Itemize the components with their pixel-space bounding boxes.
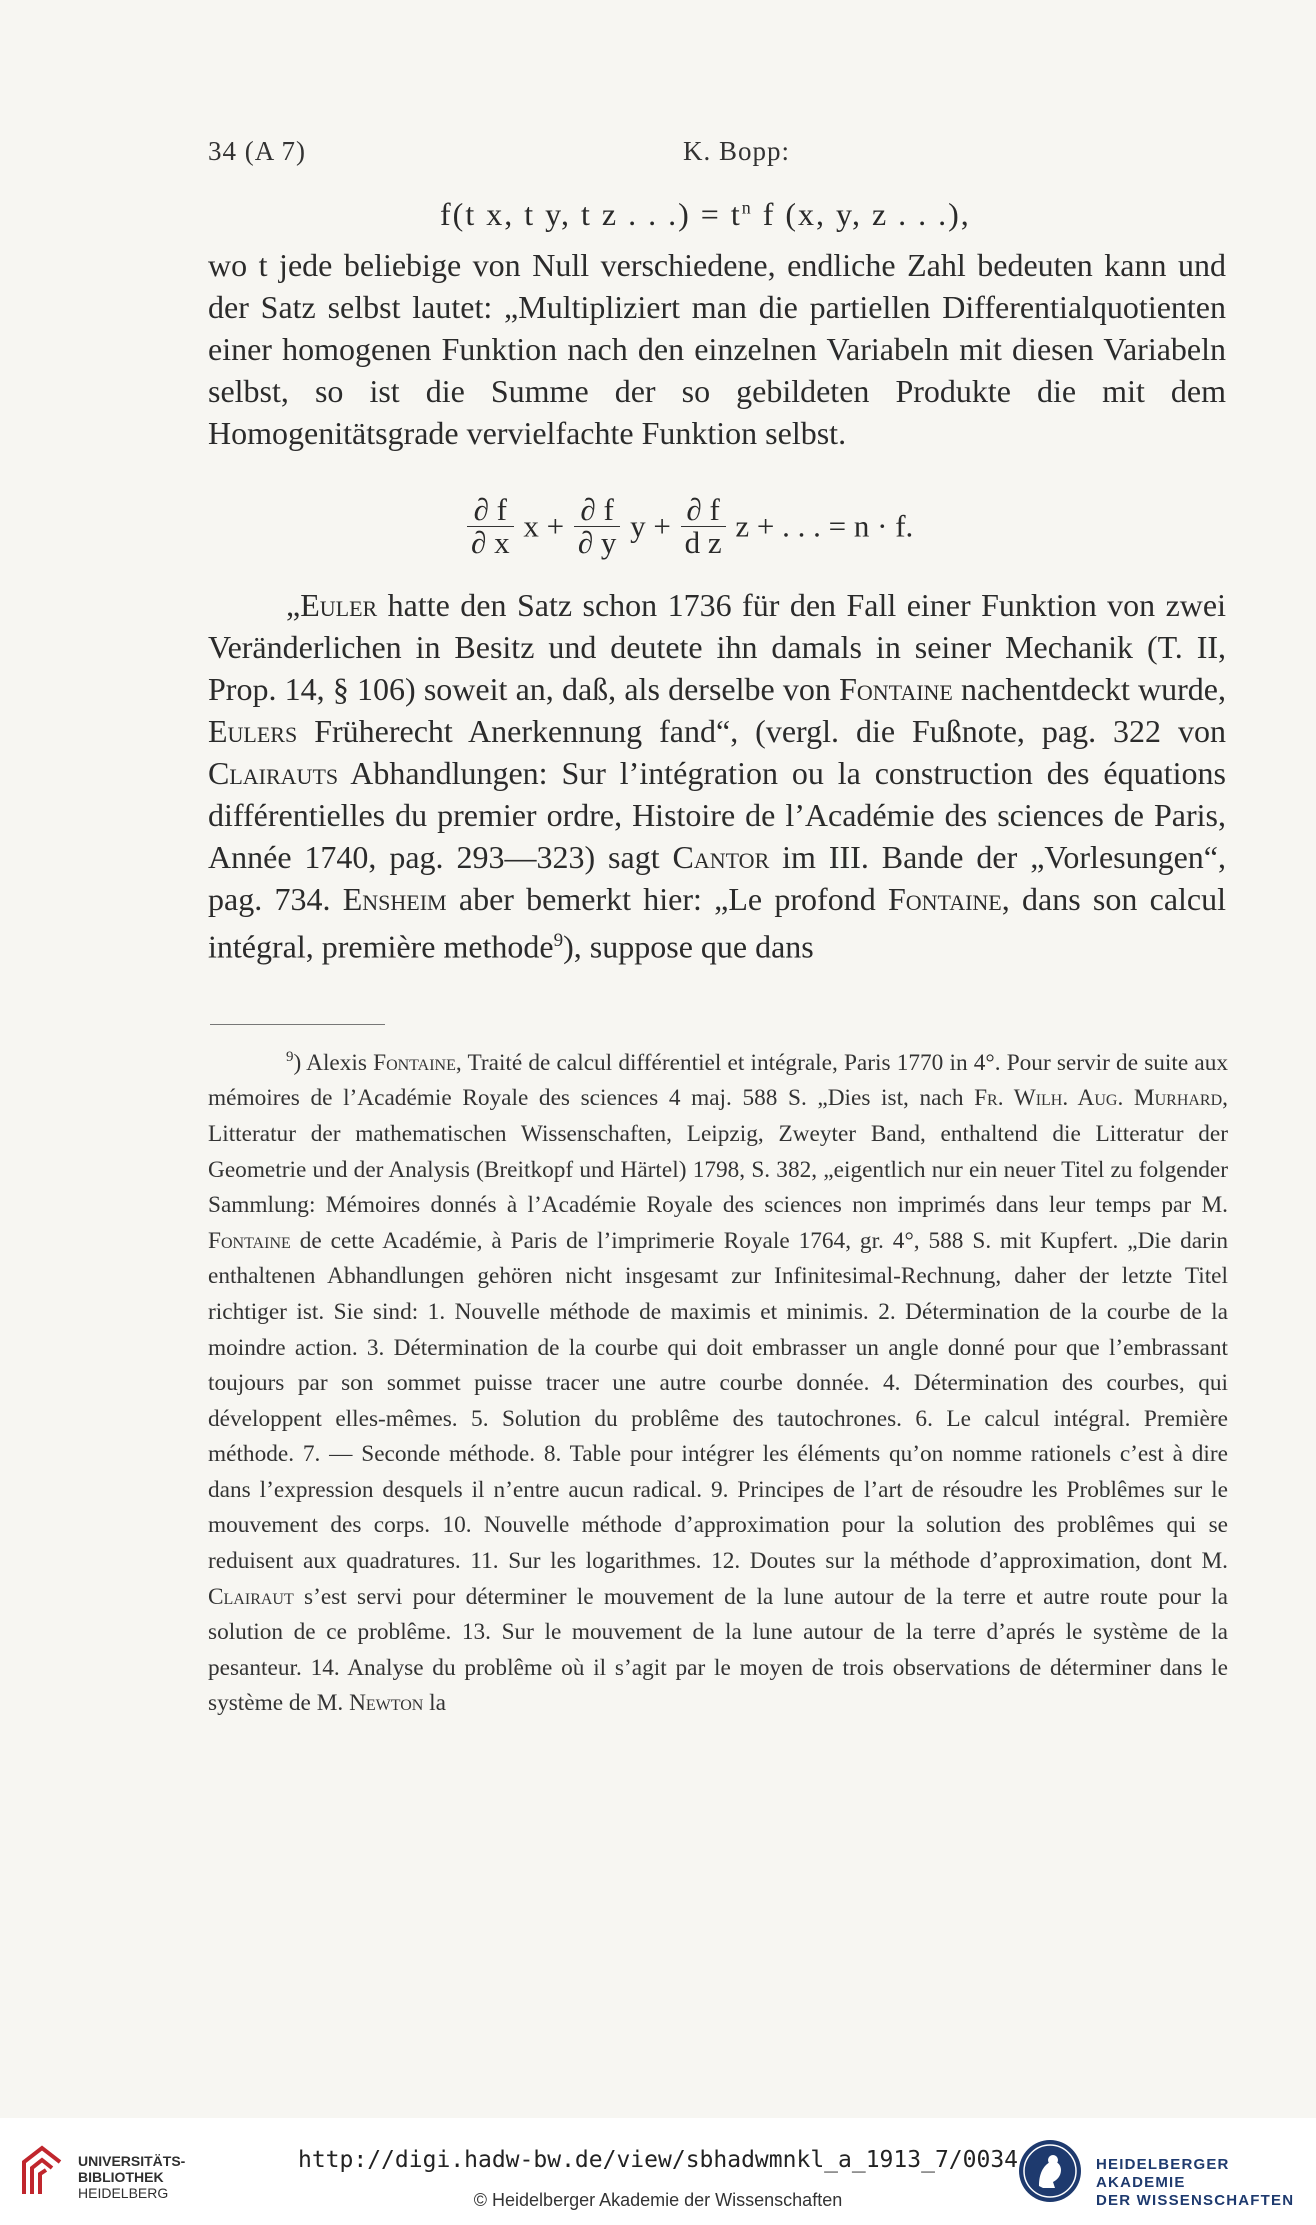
name-euler: Euler — [300, 587, 378, 623]
homogeneity-formula — [440, 196, 971, 233]
text-run: hatte den Satz schon 1736 für den Fall einer Funktion von zwei Veränderlichen in Besitz und deutete ihn damals in seiner Mechanik (T. II, Prop. 14, § 106) soweit an, daß, als derselbe von — [208, 587, 1226, 707]
name-eulers: Eulers — [208, 713, 298, 749]
academy-line-2: DER WISSENSCHAFTEN — [1096, 2192, 1295, 2209]
name-cantor: Cantor — [672, 839, 770, 875]
text-run: , Litteratur der mathematischen Wissenschaften, Leipzig, Zweyter Band, enthaltend die Litteratur der Geometrie und der Analysis (Breitkopf und Härtel) 1798, S. 382, „eigentlich nur ein neuer Titel zu folgender Sammlung: Mémoires donnés à l’Académie Royale des sciences non imprimés dans leur temps par M. — [208, 1085, 1228, 1219]
fraction-numerator: ∂ f — [574, 494, 621, 527]
footnote-9 — [208, 1040, 1228, 1722]
footnote-text — [208, 1040, 1228, 1722]
name-newton: Newton — [349, 1690, 424, 1717]
name-clairauts: Clairauts — [208, 755, 339, 791]
name-ensheim: Ensheim — [342, 881, 447, 917]
name-fontaine: Fontaine — [839, 671, 953, 707]
equation-term-2: y + — [630, 508, 671, 544]
text-run: nachentdeckt wurde, — [952, 671, 1227, 707]
running-header — [208, 136, 1108, 176]
academy-line-1: HEIDELBERGER AKADEMIE — [1096, 2156, 1230, 2191]
text-run: ) Alexis — [293, 1049, 374, 1076]
name-fontaine: Fontaine — [208, 1227, 291, 1254]
name-murhard: Fr. Wilh. Aug. Murhard — [974, 1085, 1223, 1112]
formula-rhs: f (x, y, z . . .), — [752, 196, 971, 232]
text-run: de cette Académie, à Paris de l’imprimerie Royale 1764, gr. 4°, 588 S. mit Kupfert. „Die darin enthaltenen Abhandlungen gehören nicht insgesamt zur Infinitesimal-Rechnung, daher der letzte Titel richtiger ist. Sie sind: 1. Nouvelle méthode de maximis et minimis. 2. Détermination de la courbe de la moindre action. 3. Détermination de la courbe qui doit embrasser un angle donné pour que l’embrassant toujours par son sommet puisse tracer une autre courbe donnée. 4. Détermination des courbes, qui développent elles-mêmes. 5. Solution du problême des tautochrones. 6. Le calcul intégral. Première méthode. 7. — Seconde méthode. 8. Table pour intégrer les éléments qu’on nomme rationels c’est à dire dans l’expression desquels il n’entre aucun radical. 9. Principes de l’art de résoudre les Problêmes sur le mouvement des corps. 10. Nouvelle méthode d’approximation pour la solution des problêmes qui se reduisent aux quadratures. 11. Sur les logarithmes. 12. Doutes sur la méthode d’approximation, dont M. — [208, 1227, 1228, 1575]
fraction-denominator: ∂ y — [577, 525, 617, 560]
academy-name — [1096, 2156, 1316, 2210]
euler-equation — [465, 494, 913, 559]
library-line-2: BIBLIOTHEK — [78, 2169, 164, 2185]
fraction-denominator: ∂ x — [471, 525, 510, 560]
text-run: , Traité de calcul différentiel et intégrale, Paris 1770 in 4°. Pour servir de suite aux mémoires de l’Académie Royale des sciences 4 maj. 588 S. „Dies ist, nach — [208, 1049, 1228, 1112]
fraction-df-dx — [467, 494, 514, 559]
library-line-3: HEIDELBERG — [78, 2185, 169, 2201]
copyright-notice: © Heidelberger Akademie der Wissenschaften — [473, 2190, 843, 2210]
name-fontaine: Fontaine — [887, 881, 1002, 917]
paragraph-2 — [208, 584, 1226, 968]
equation-term-3: z + . . . = n · f. — [735, 508, 914, 544]
text-run: aber bemerkt hier: „Le profond — [446, 881, 888, 917]
fraction-denominator: d z — [684, 525, 722, 560]
name-clairaut: Clairaut — [208, 1583, 294, 1610]
formula-lhs: f(t x, t y, t z . . .) = t — [440, 196, 742, 232]
text-run: , dans son calcul intégral, première methode — [208, 881, 1227, 965]
academy-seal-icon[interactable] — [1017, 2138, 1083, 2204]
fraction-df-dz — [681, 494, 726, 559]
fraction-numerator: ∂ f — [681, 494, 726, 527]
running-author: K. Bopp: — [683, 136, 791, 166]
fraction-numerator: ∂ f — [467, 494, 514, 527]
text-run: Abhandlungen: Sur l’intégration ou la construction des équations différentielles du premier ordre, Histoire de l’Académie des sciences de Paris, Année 1740, pag. 293—323) sagt — [208, 755, 1226, 875]
paragraph-1-text: wo t jede beliebige von Null verschiedene, endliche Zahl bedeuten kann und der Satz selbst lautet: „Multipliziert man die partiellen Differentialquotienten einer homogenen Funktion nach den einzelnen Variabeln mit diesen Variabeln selbst, so ist die Summe der so gebildeten Produkte die mit dem Homogenitätsgrade vervielfachte Funktion selbst. — [208, 247, 1226, 451]
equation-term-1: x + — [523, 508, 565, 544]
footnote-divider — [210, 1024, 385, 1025]
paragraph-2-text — [208, 584, 1226, 968]
footnote-reference: 9 — [553, 930, 564, 951]
permalink-url[interactable]: http://digi.hadw-bw.de/view/sbhadwmnkl_a_1913_7/0034 — [297, 2147, 1019, 2173]
fraction-df-dy — [574, 494, 621, 559]
text-run: im III. Bande der „Vorlesungen“, pag. 734. — [208, 839, 1226, 917]
paragraph-1 — [208, 244, 1226, 454]
formula-exponent: n — [741, 197, 753, 218]
text-run: „ — [286, 587, 301, 623]
text-run: s’est servi pour déterminer le mouvement de la lune autour de la terre et autre route pour la solution de ce problême. 13. Sur le mouvement de la lune autour de la terre d’aprés le système de la pesanteur. 14. Analyse du problême où il s’agit par le moyen de trois observations de déterminer dans le système de M. — [208, 1583, 1228, 1717]
text-run: ), suppose que dans — [563, 928, 814, 965]
text-run: Früherecht Anerkennung fand“, (vergl. die Fußnote, pag. 322 von — [297, 713, 1226, 749]
library-line-1: UNIVERSITÄTS- — [78, 2153, 186, 2169]
footnote-mark: 9 — [286, 1049, 294, 1065]
text-run: la — [423, 1690, 446, 1717]
name-fontaine: Fontaine — [373, 1049, 456, 1076]
page-number: 34 (A 7) — [208, 136, 306, 166]
